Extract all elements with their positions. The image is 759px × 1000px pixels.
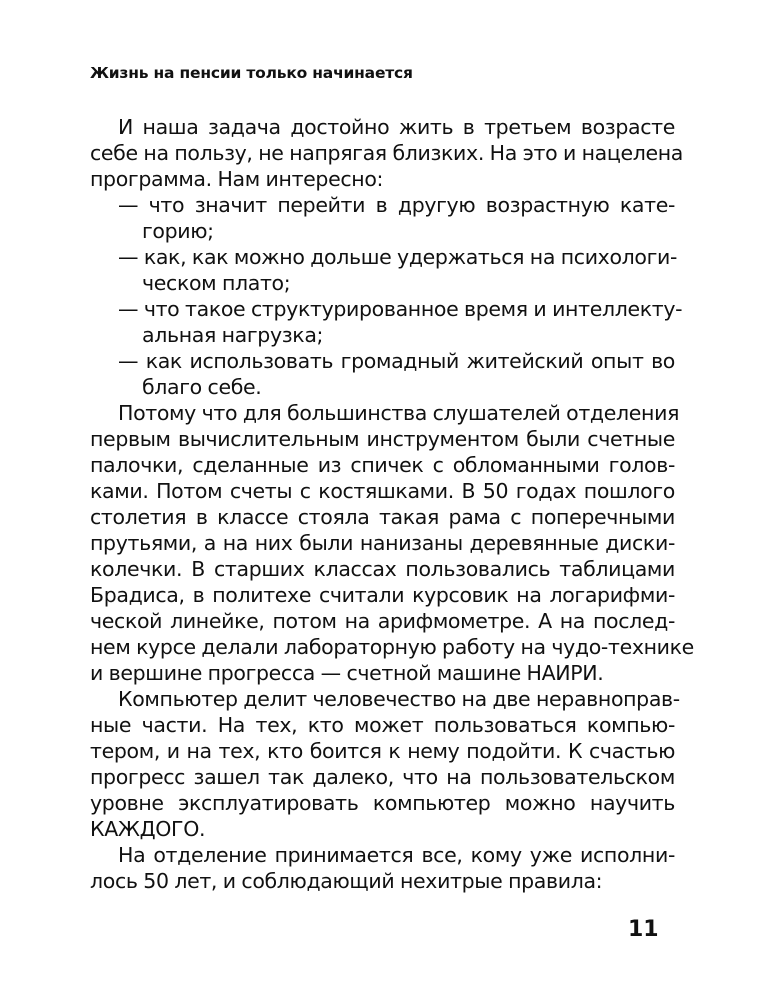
text-line: Потому что для большинства слушателей отделения	[118, 401, 680, 425]
text-line: программа. Нам интересно:	[90, 167, 384, 191]
text-line: нем курсе делали лабораторную работу на чудо-технике	[90, 635, 694, 659]
text-line: — что значит перейти в другую возрастную кате-	[118, 193, 675, 217]
text-line: ками. Потом счеты с костяшками. В 50 годах пошлого	[90, 479, 675, 503]
text-line: благо себе.	[142, 375, 262, 399]
text-line: На отделение принимается все, кому уже исполни-	[118, 843, 675, 867]
text-line: альная нагрузка;	[142, 323, 324, 347]
text-line: первым вычислительным инструментом были счетные	[90, 427, 675, 451]
text-line: горию;	[142, 219, 214, 243]
text-line: себе на пользу, не напрягая близких. На это и нацелена	[90, 141, 683, 165]
body-text	[90, 114, 694, 894]
text-line: палочки, сделанные из спичек с обломанными голов-	[90, 453, 675, 477]
page-number: 11	[628, 917, 659, 942]
text-line: прутьями, а на них были нанизаны деревянные диски-	[90, 531, 675, 555]
text-line: КАЖДОГО.	[90, 817, 206, 841]
text-line: — как, как можно дольше удержаться на психологи-	[118, 245, 678, 269]
text-line: ческом плато;	[142, 271, 291, 295]
text-line: И наша задача достойно жить в третьем возрасте	[118, 115, 675, 139]
text-line: столетия в классе стояла такая рама с поперечными	[90, 505, 675, 529]
text-line: ческой линейке, потом на арифмометре. А на послед-	[90, 609, 675, 633]
text-line: Брадиса, в политехе считали курсовик на логарифми-	[90, 583, 675, 607]
text-line: и вершине прогресса — счетной машине НАИРИ.	[90, 661, 604, 685]
text-line: колечки. В старших классах пользовались таблицами	[90, 557, 675, 581]
text-line: тером, и на тех, кто боится к нему подойти. К счастью	[90, 739, 675, 763]
text-line: Компьютер делит человечество на две неравноправ-	[118, 687, 680, 711]
text-line: ные части. На тех, кто может пользоваться компью-	[90, 713, 675, 737]
text-line: лось 50 лет, и соблюдающий нехитрые правила:	[90, 869, 603, 893]
text-line: уровне эксплуатировать компьютер можно научить	[90, 791, 675, 815]
text-line: — что такое структурированное время и интеллекту-	[118, 297, 683, 321]
running-head-title: Жизнь на пенсии только начинается	[90, 64, 413, 82]
text-line: — как использовать громадный житейский опыт во	[118, 349, 675, 373]
text-line: прогресс зашел так далеко, что на пользовательском	[90, 765, 675, 789]
